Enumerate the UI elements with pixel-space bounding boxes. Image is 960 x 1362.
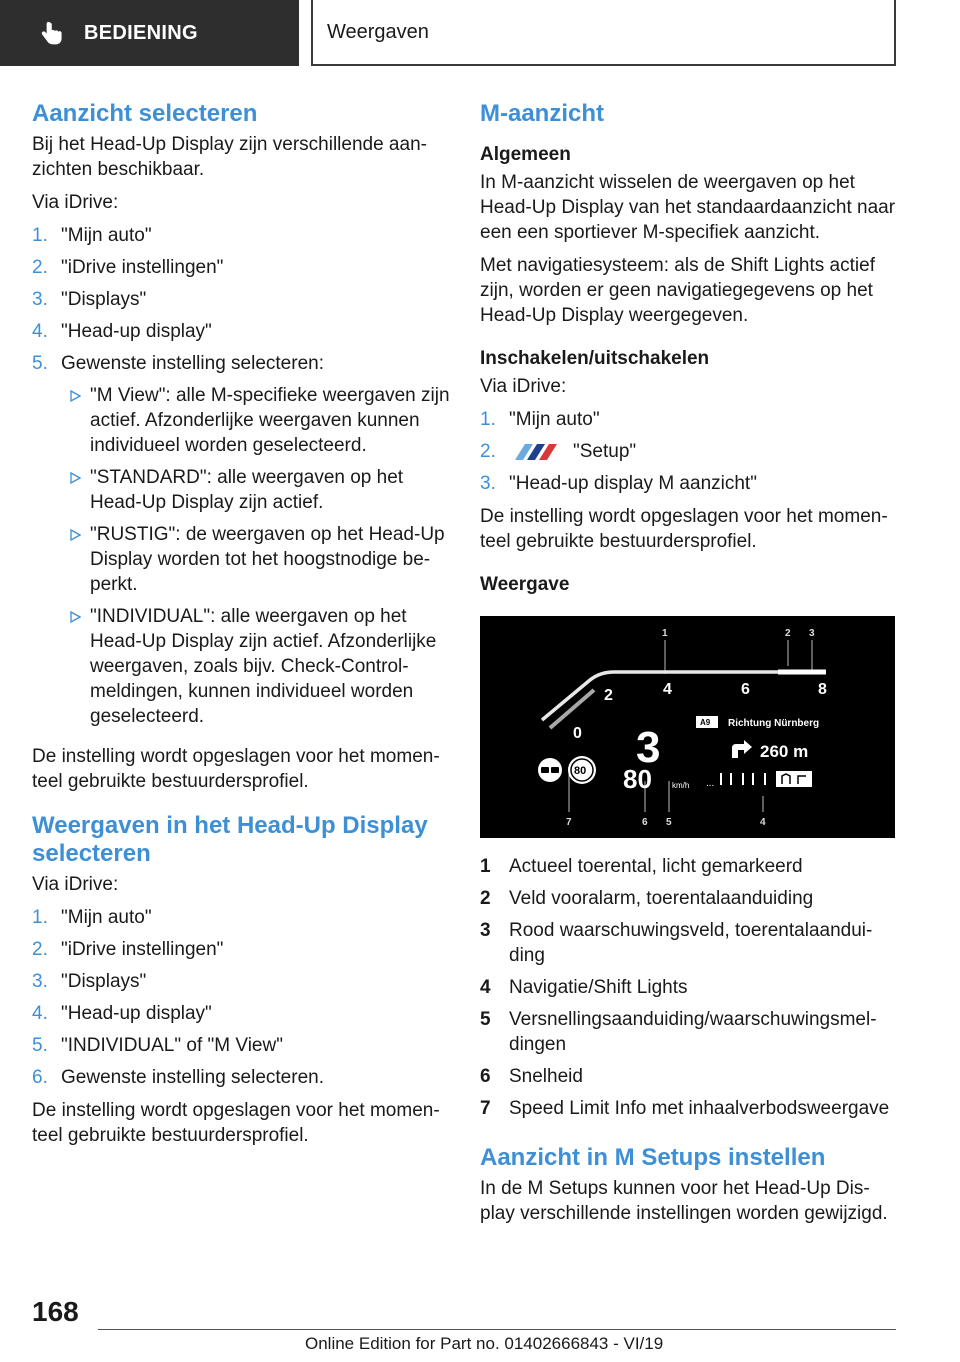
- list-item: [32, 255, 450, 280]
- legend-key: 4: [480, 977, 491, 998]
- paragraph-m-view: In M-aanzicht wisselen de weergaven op het Head-Up Display van het standaardaanzicht naar een een sportiever M-specifiek aanzicht.: [480, 172, 896, 243]
- step-text: "INDIVIDUAL" of "M View": [61, 1035, 283, 1056]
- rpm-scale-6: 6: [741, 681, 750, 698]
- callout-2: 2: [785, 628, 791, 639]
- step-number: 1.: [32, 907, 48, 928]
- list-item: [480, 854, 896, 879]
- nav-distance: 260 m: [760, 742, 809, 761]
- step-text: "Mijn auto": [61, 225, 152, 246]
- list-item: [61, 465, 450, 515]
- list-item: [480, 439, 896, 464]
- legend-key: 2: [480, 888, 491, 909]
- legend-key: 6: [480, 1066, 491, 1087]
- step-number: 1.: [480, 409, 496, 430]
- step-text: "Setup": [573, 441, 637, 462]
- list-item: [480, 1064, 896, 1089]
- page-number: 168: [32, 1296, 79, 1327]
- triangle-bullet-icon: [70, 529, 81, 541]
- figure-legend: [480, 854, 896, 1121]
- list-item: [32, 937, 450, 962]
- legend-text: Rood waarschuwingsveld, toerentalaanduiding: [509, 920, 873, 966]
- step-number: 4.: [32, 321, 48, 342]
- section-title-box: [311, 0, 896, 66]
- step-text: "Mijn auto": [509, 409, 600, 430]
- heading-m-setups: Aanzicht in M Setups instellen: [480, 1144, 826, 1171]
- step-number: 6.: [32, 1067, 48, 1088]
- legend-text: Veld vooralarm, toerentalaanduiding: [509, 888, 814, 909]
- lane-guidance-icon: [720, 771, 812, 787]
- legend-key: 7: [480, 1098, 491, 1119]
- legend-text: Versnellingsaanduiding/waarschuwingsmeldingen: [509, 1009, 877, 1055]
- subheading-weergave: Weergave: [480, 574, 570, 595]
- footer-edition: Online Edition for Part no. 01402666843 - VI/19: [305, 1334, 664, 1353]
- nav-direction: Richtung Nürnberg: [728, 718, 820, 729]
- step-text: "Displays": [61, 971, 147, 992]
- chapter-tab-label: BEDIENING: [84, 21, 198, 44]
- list-item: [32, 319, 450, 344]
- callout-1: 1: [662, 628, 668, 639]
- list-item: [32, 223, 450, 248]
- list-item: [480, 886, 896, 911]
- saved-note: De instelling wordt opgeslagen voor het momenteel gebruikte bestuurdersprofiel.: [32, 1100, 440, 1146]
- via-idrive-label: Via iDrive:: [32, 192, 119, 213]
- via-idrive-label: Via iDrive:: [480, 376, 567, 397]
- list-item: [480, 918, 896, 968]
- steps-list-1: [32, 223, 450, 736]
- list-item: [32, 1001, 450, 1026]
- step-text: "Head-up display": [61, 321, 212, 342]
- list-item: [61, 604, 450, 729]
- list-item: [480, 471, 896, 496]
- hand-pointer-icon: [38, 19, 66, 47]
- subheading-inschakelen: Inschakelen/uitschakelen: [480, 348, 710, 369]
- triangle-bullet-icon: [70, 472, 81, 484]
- left-column: [32, 100, 450, 1156]
- step-number: 2.: [480, 441, 496, 462]
- list-item: [32, 905, 450, 930]
- step-text: "Mijn auto": [61, 907, 152, 928]
- right-column: [480, 100, 896, 1234]
- legend-key: 1: [480, 856, 491, 877]
- paragraph-navigation: Met navigatiesysteem: als de Shift Lights actief zijn, worden er geen navigatiegegevens op het Head-Up Display weergegeven.: [480, 255, 875, 326]
- list-item: [480, 975, 896, 1000]
- speed-limit-value: 80: [574, 765, 587, 777]
- heading-m-aanzicht: M-aanzicht: [480, 100, 605, 127]
- list-item: [61, 522, 450, 597]
- list-item: [32, 351, 450, 736]
- step-text: "Head-up display M aanzicht": [509, 473, 757, 494]
- lane-ellipsis: ...: [706, 778, 715, 789]
- list-item: [32, 1065, 450, 1090]
- option-text: "M View": alle M-specifieke weergaven zijn actief. Afzonderlijke weergaven kunnen individueel worden geselecteerd.: [90, 385, 450, 456]
- step-text: "Head-up display": [61, 1003, 212, 1024]
- callout-3: 3: [809, 628, 815, 639]
- gear-indicator: 3: [636, 723, 661, 772]
- m-stripes-icon: [509, 444, 563, 460]
- step-number: 3.: [32, 971, 48, 992]
- section-title: Weergaven: [327, 20, 429, 43]
- steps-list-3: [480, 407, 896, 496]
- callout-7: 7: [566, 817, 572, 828]
- list-item: [32, 1033, 450, 1058]
- options-list: [61, 383, 450, 729]
- steps-list-2: [32, 905, 450, 1090]
- step-number: 2.: [32, 257, 48, 278]
- heading-weergaven-hud: Weergaven in het Head-Up Display selecteren: [32, 812, 428, 867]
- rpm-scale-4: 4: [663, 681, 672, 698]
- list-item: [32, 969, 450, 994]
- step-number: 1.: [32, 225, 48, 246]
- step-number: 3.: [480, 473, 496, 494]
- hud-illustration: [480, 616, 895, 838]
- triangle-bullet-icon: [70, 611, 81, 623]
- list-item: [480, 1007, 896, 1057]
- step-text: Gewenste instelling selecteren:: [61, 353, 324, 374]
- saved-note: De instelling wordt opgeslagen voor het momenteel gebruikte bestuurdersprofiel.: [480, 506, 888, 552]
- step-text: "iDrive instellingen": [61, 257, 224, 278]
- rpm-scale-2: 2: [604, 687, 613, 704]
- subheading-algemeen: Algemeen: [480, 144, 571, 165]
- list-item: [61, 383, 450, 458]
- step-number: 3.: [32, 289, 48, 310]
- step-number: 4.: [32, 1003, 48, 1024]
- legend-text: Actueel toerental, licht gemarkeerd: [509, 856, 803, 877]
- legend-key: 3: [480, 920, 491, 941]
- intro-paragraph: Bij het Head-Up Display zijn verschillende aanzichten beschikbaar.: [32, 134, 427, 180]
- speed-unit: km/h: [672, 781, 690, 790]
- list-item: [480, 407, 896, 432]
- speed-value: 80: [623, 764, 652, 794]
- rpm-scale-0: 0: [573, 725, 582, 742]
- via-idrive-label: Via iDrive:: [32, 874, 119, 895]
- paragraph-m-setups: In de M Setups kunnen voor het Head-Up Display verschillende instellingen worden gewijzigd.: [480, 1178, 888, 1224]
- callout-4: 4: [760, 817, 766, 828]
- turn-right-arrow-icon: [732, 740, 752, 758]
- list-item: [32, 287, 450, 312]
- legend-text: Snelheid: [509, 1066, 583, 1087]
- legend-key: 5: [480, 1009, 491, 1030]
- callout-6: 6: [642, 817, 648, 828]
- option-text: "RUSTIG": de weergaven op het Head-Up Display worden tot het hoogstnodige beperkt.: [90, 524, 445, 595]
- triangle-bullet-icon: [70, 390, 81, 402]
- step-number: 2.: [32, 939, 48, 960]
- step-text: Gewenste instelling selecteren.: [61, 1067, 324, 1088]
- option-text: "INDIVIDUAL": alle weergaven op het Head-Up Display zijn actief. Afzonderlijke weergaven, zoals bijv. Check-Control-meldingen, kunnen individueel worden geselecteerd.: [90, 606, 437, 727]
- step-text: "iDrive instellingen": [61, 939, 224, 960]
- hud-display-graphic: [480, 616, 895, 838]
- chapter-tab[interactable]: [0, 0, 299, 66]
- list-item: [480, 1096, 896, 1121]
- road-badge-text: A9: [700, 718, 711, 727]
- legend-text: Speed Limit Info met inhaalverbodsweergave: [509, 1098, 890, 1119]
- rpm-scale-8: 8: [818, 681, 827, 698]
- page-header: [0, 0, 960, 66]
- step-number: 5.: [32, 353, 48, 374]
- callout-5: 5: [666, 817, 672, 828]
- step-number: 5.: [32, 1035, 48, 1056]
- heading-aanzicht-selecteren: Aanzicht selecteren: [32, 100, 258, 127]
- legend-text: Navigatie/Shift Lights: [509, 977, 688, 998]
- step-text: "Displays": [61, 289, 147, 310]
- footer-divider: [98, 1329, 896, 1330]
- saved-note: De instelling wordt opgeslagen voor het momenteel gebruikte bestuurdersprofiel.: [32, 746, 440, 792]
- option-text: "STANDARD": alle weergaven op het Head-Up Display zijn actief.: [90, 467, 404, 513]
